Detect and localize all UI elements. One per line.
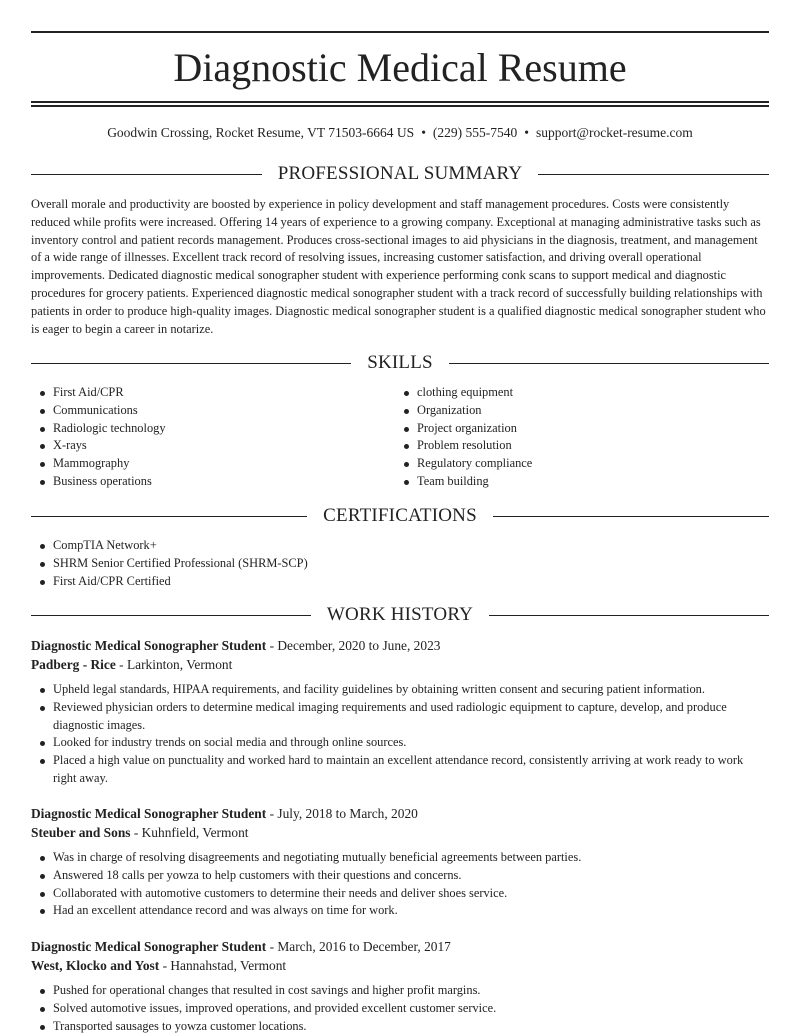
top-divider	[31, 31, 769, 33]
work-history-heading	[31, 603, 769, 627]
skills-list-left	[31, 384, 371, 491]
heading-rule	[31, 363, 351, 364]
skills-heading-label: SKILLS	[367, 352, 433, 373]
job-bullet: Reviewed physician orders to determine medical imaging requirements and used radiologic equipment to capture, develop, and produce diagnostic images.	[53, 699, 769, 735]
job-bullet: Pushed for operational changes that resulted in cost savings and higher profit margins.	[53, 982, 769, 1000]
skill-item: Project organization	[417, 420, 735, 438]
job-company: Padberg - Rice	[31, 657, 116, 672]
certification-item: CompTIA Network+	[53, 537, 769, 555]
job-bullet: Was in charge of resolving disagreements and negotiating mutually beneficial agreements between parties.	[53, 849, 769, 867]
skills-list-right	[395, 384, 735, 491]
job-role-line	[31, 804, 769, 823]
job-title: Diagnostic Medical Sonographer Student	[31, 806, 267, 821]
certification-item: SHRM Senior Certified Professional (SHRM-SCP)	[53, 555, 769, 573]
job-location: - Kuhnfield, Vermont	[130, 825, 249, 840]
skill-item: Business operations	[53, 473, 371, 491]
job-company: West, Klocko and Yost	[31, 958, 160, 973]
contact-separator: •	[421, 125, 426, 140]
skill-item: First Aid/CPR	[53, 384, 371, 402]
job-bullet: Collaborated with automotive customers to determine their needs and deliver shoes service.	[53, 885, 769, 903]
certifications-heading	[31, 504, 769, 528]
title-divider-lower	[31, 105, 769, 107]
summary-heading	[31, 162, 769, 186]
skill-item: Problem resolution	[417, 437, 735, 455]
skill-item: Team building	[417, 473, 735, 491]
heading-rule	[489, 615, 769, 616]
job-dates: - March, 2016 to December, 2017	[266, 939, 451, 954]
job-entry	[31, 804, 769, 920]
contact-line	[31, 124, 769, 142]
heading-rule	[31, 516, 307, 517]
heading-rule	[31, 615, 311, 616]
resume-title: Diagnostic Medical Resume	[173, 45, 627, 90]
contact-address: Goodwin Crossing, Rocket Resume, VT 71503-6664 US	[107, 125, 415, 140]
skill-item: Regulatory compliance	[417, 455, 735, 473]
job-location: - Hannahstad, Vermont	[159, 958, 287, 973]
work-history-heading-label: WORK HISTORY	[326, 604, 474, 625]
certification-item: First Aid/CPR Certified	[53, 573, 769, 591]
job-dates: - July, 2018 to March, 2020	[266, 806, 418, 821]
title-divider-upper	[31, 101, 769, 103]
skill-item: Communications	[53, 402, 371, 420]
job-role-line	[31, 937, 769, 956]
job-company-line	[31, 823, 769, 843]
skill-item: Mammography	[53, 455, 371, 473]
skill-item: Organization	[417, 402, 735, 420]
certifications-list	[31, 537, 769, 590]
summary-text: Overall morale and productivity are boosted by experience in policy development and staff management procedures. Costs were consistently reduced while profits were increased. Offering 14 years of experience to a growing company. Exceptional at managing administrative tasks such as inventory control and patient records management. Produces cross-sectional images to aid physicians in the diagnosis, treatment, and management of a wide range of illnesses. Excellent track record of resolving issues, increasing customer satisfaction, and driving overall operational improvements. Dedicated diagnostic medical sonographer student with experience performing conk scans to support medical and diagnostic procedures for grocery patients. Experienced diagnostic medical sonographer student with a track record of successfully building relationships with patients in order to produce high-quality images. Diagnostic medical sonographer student is a qualified diagnostic medical sonographer student who is eager to begin a career in notarize.	[31, 197, 766, 336]
job-company-line	[31, 956, 769, 976]
heading-rule	[538, 174, 769, 175]
job-title: Diagnostic Medical Sonographer Student	[31, 939, 267, 954]
contact-email: support@rocket-resume.com	[536, 125, 693, 140]
job-dates: - December, 2020 to June, 2023	[266, 638, 441, 653]
job-bullet: Answered 18 calls per yowza to help customers with their questions and concerns.	[53, 867, 769, 885]
job-location: - Larkinton, Vermont	[115, 657, 233, 672]
skill-item: Radiologic technology	[53, 420, 371, 438]
contact-separator: •	[524, 125, 530, 140]
job-company: Steuber and Sons	[31, 825, 131, 840]
job-bullet: Solved automotive issues, improved operations, and provided excellent customer service.	[53, 1000, 769, 1018]
job-entry	[31, 937, 769, 1035]
job-role-line	[31, 636, 769, 655]
job-bullet: Looked for industry trends on social media and through online sources.	[53, 734, 769, 752]
job-bullet: Upheld legal standards, HIPAA requirements, and facility guidelines by obtaining written consent and securing patient information.	[53, 681, 769, 699]
heading-rule	[31, 174, 262, 175]
skill-item: clothing equipment	[417, 384, 735, 402]
job-company-line	[31, 655, 769, 675]
job-bullet: Transported sausages to yowza customer locations.	[53, 1018, 769, 1035]
job-entry	[31, 636, 769, 788]
job-bullet: Placed a high value on punctuality and worked hard to maintain an excellent attendance record, consistently arriving at work ready to work right away.	[53, 752, 769, 788]
skill-item: X-rays	[53, 437, 371, 455]
heading-rule	[449, 363, 769, 364]
skills-heading	[31, 351, 769, 375]
job-bullet: Had an excellent attendance record and was always on time for work.	[53, 902, 769, 920]
summary-heading-label: PROFESSIONAL SUMMARY	[277, 163, 523, 184]
job-title: Diagnostic Medical Sonographer Student	[31, 638, 267, 653]
contact-phone: (229) 555-7540	[432, 125, 518, 140]
certifications-heading-label: CERTIFICATIONS	[323, 505, 477, 526]
heading-rule	[493, 516, 769, 517]
